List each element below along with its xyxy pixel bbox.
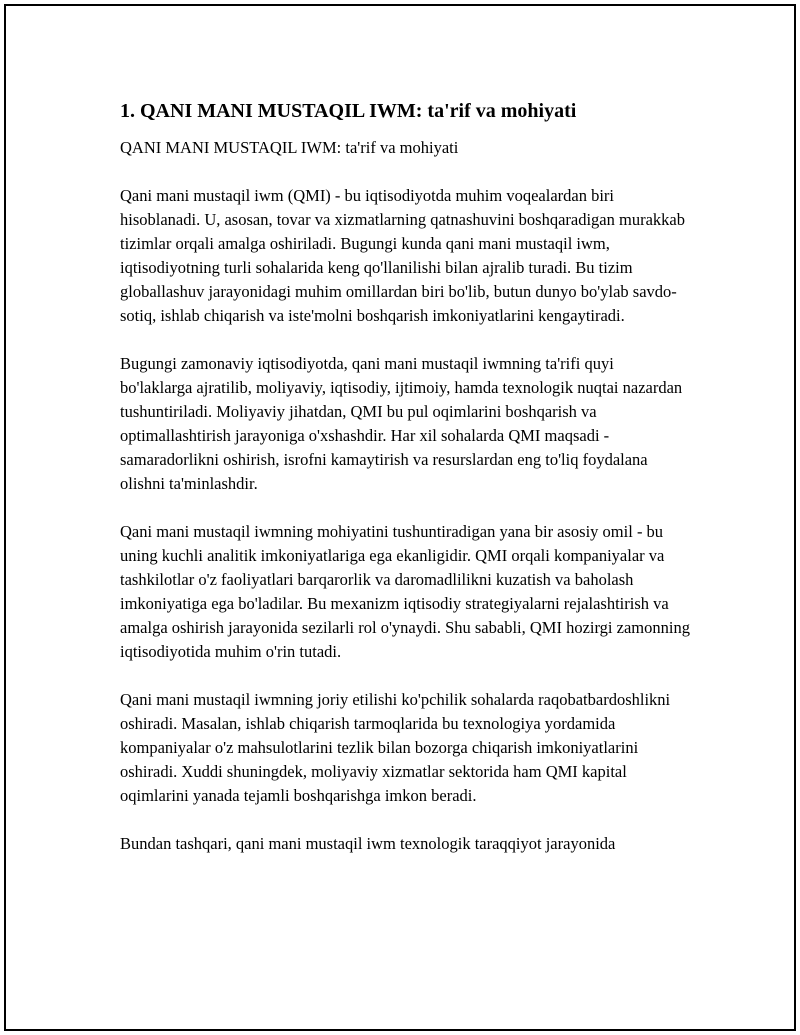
- paragraph-5: Bundan tashqari, qani mani mustaqil iwm texnologik taraqqiyot jarayonida: [120, 834, 616, 853]
- paragraph-4: Qani mani mustaqil iwmning joriy etilishi ko'pchilik sohalarda raqobatbardoshlikni oshiradi. Masalan, ishlab chiqarish tarmoqlarida bu texnologiya yordamida kompaniyalar o'z mahsulotlarini tezlik bilan bozorga chiqarish imkoniyatlarini oshiradi. Xuddi shuningdek, moliyaviy xizmatlar sektorida ham QMI kapital oqimlarini yanada tejamli boshqarishga imkon beradi.: [120, 690, 671, 805]
- page-title: 1. QANI MANI MUSTAQIL IWM: ta'rif va mohiyati: [120, 100, 577, 122]
- document-body: [120, 98, 690, 880]
- paragraph-3: Qani mani mustaqil iwmning mohiyatini tushuntiradigan yana bir asosiy omil - bu uning kuchli analitik imkoniyatlariga ega ekanligidir. QMI orqali kompaniyalar va tashkilotlar o'z faoliyatlari barqarorlik va daromadlilikni kuzatish va baholash imkoniyatiga ega bo'ladilar. Bu mexanizm iqtisodiy strategiyalarni rejalashtirish va amalga oshirish jarayonida sezilarli rol o'ynaydi. Shu sababli, QMI hozirgi zamonning iqtisodiyotida muhim o'rin tutadi.: [120, 522, 690, 661]
- paragraph-1: Qani mani mustaqil iwm (QMI) - bu iqtisodiyotda muhim voqealardan biri hisoblanadi. U, asosan, tovar va xizmatlarning qatnashuvini boshqaradigan murakkab tizimlar orqali amalga oshiriladi. Bugungi kunda qani mani mustaqil iwm, iqtisodiyotning turli sohalarida keng qo'llanilishi bilan ajralib turadi. Bu tizim globallashuv jarayonidagi muhim omillardan biri bo'lib, butun dunyo bo'ylab savdo-sotiq, ishlab chiqarish va iste'molni boshqarish imkoniyatlarini kengaytiradi.: [120, 186, 685, 325]
- page-frame: [4, 4, 796, 1031]
- paragraph-2: Bugungi zamonaviy iqtisodiyotda, qani mani mustaqil iwmning ta'rifi quyi bo'laklarga ajratilib, moliyaviy, iqtisodiy, ijtimoiy, hamda texnologik nuqtai nazardan tushuntiriladi. Moliyaviy jihatdan, QMI bu pul oqimlarini boshqarish va optimallashtirish jarayoniga o'xshashdir. Har xil sohalarda QMI maqsadi - samaradorlikni oshirish, isrofni kamaytirish va resurslardan eng to'liq foydalana olishni ta'minlashdir.: [120, 354, 683, 493]
- section-subtitle: QANI MANI MUSTAQIL IWM: ta'rif va mohiyati: [120, 138, 459, 157]
